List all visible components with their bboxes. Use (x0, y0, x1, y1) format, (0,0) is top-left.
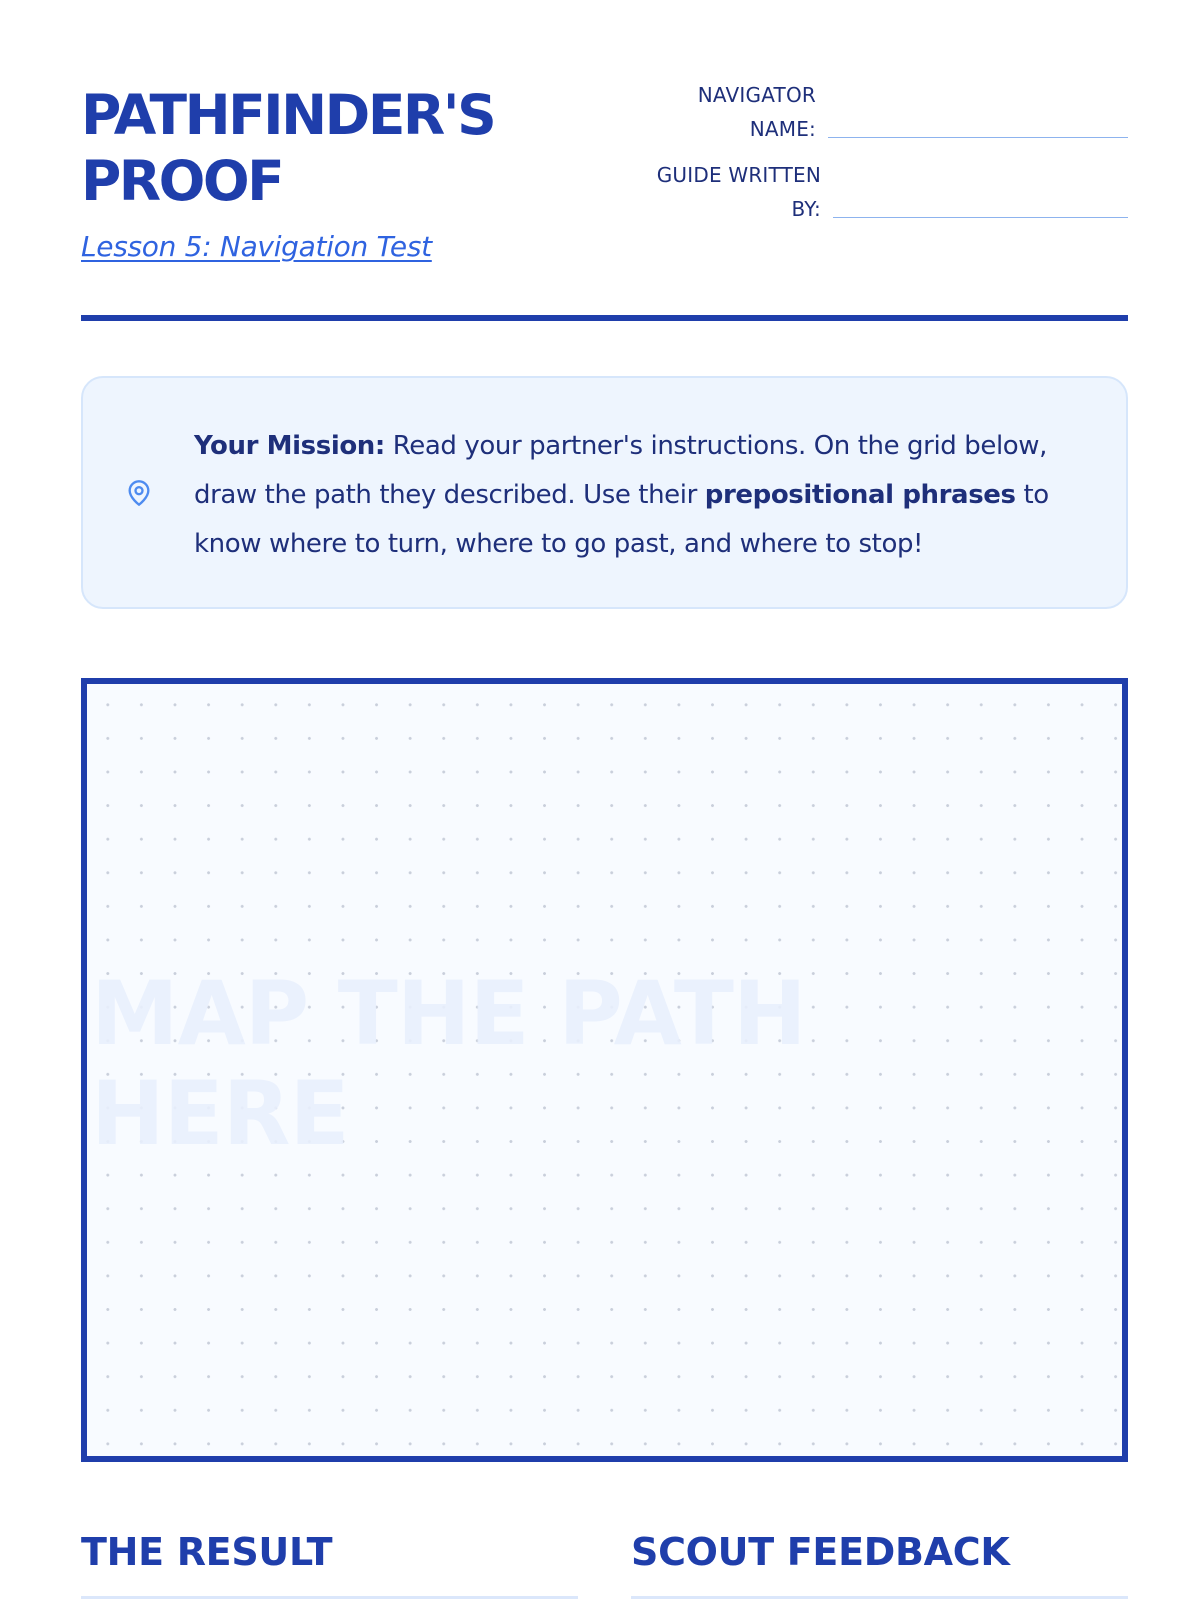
mission-box (81, 376, 1128, 609)
mission-emphasis: prepositional phrases (704, 480, 1016, 510)
result-divider (81, 1596, 578, 1599)
page-title (81, 82, 601, 214)
map-pin-icon (125, 479, 153, 507)
mission-label: Your Mission: (194, 431, 385, 461)
worksheet-page (81, 0, 1128, 1600)
watermark-line-1: MAP THE PATH (91, 962, 806, 1065)
navigator-name-field (651, 78, 1128, 146)
mission-text-part-1: Read your partner's instructions. On the grid below, draw the path they described. Use their (194, 431, 1048, 510)
mission-text-part-2: to know where to turn, where to go past, and where to stop! (194, 480, 1049, 559)
navigator-name-input-line[interactable] (828, 137, 1128, 138)
result-heading: THE RESULT (81, 1530, 333, 1574)
guide-written-by-field (641, 158, 1128, 226)
guide-written-by-label (641, 158, 821, 226)
title-line-1: PATHFINDER'S (81, 83, 495, 147)
header-divider (81, 315, 1128, 321)
title-line-2: PROOF (81, 149, 283, 213)
lesson-subtitle-link[interactable]: Lesson 5: Navigation Test (81, 230, 432, 263)
watermark-line-2: HERE (91, 1062, 349, 1165)
feedback-divider (631, 1596, 1128, 1599)
guide-label-line-2: BY: (791, 197, 821, 221)
guide-label-line-1: GUIDE WRITTEN (656, 163, 821, 187)
dot-grid-map-area[interactable] (81, 678, 1128, 1462)
navigator-label-line-1: NAVIGATOR (697, 83, 816, 107)
mission-instructions (194, 422, 1094, 569)
scout-feedback-heading: SCOUT FEEDBACK (631, 1530, 1010, 1574)
map-watermark (91, 964, 911, 1164)
guide-written-by-input-line[interactable] (833, 217, 1128, 218)
navigator-name-label (651, 78, 816, 146)
navigator-label-line-2: NAME: (749, 117, 816, 141)
